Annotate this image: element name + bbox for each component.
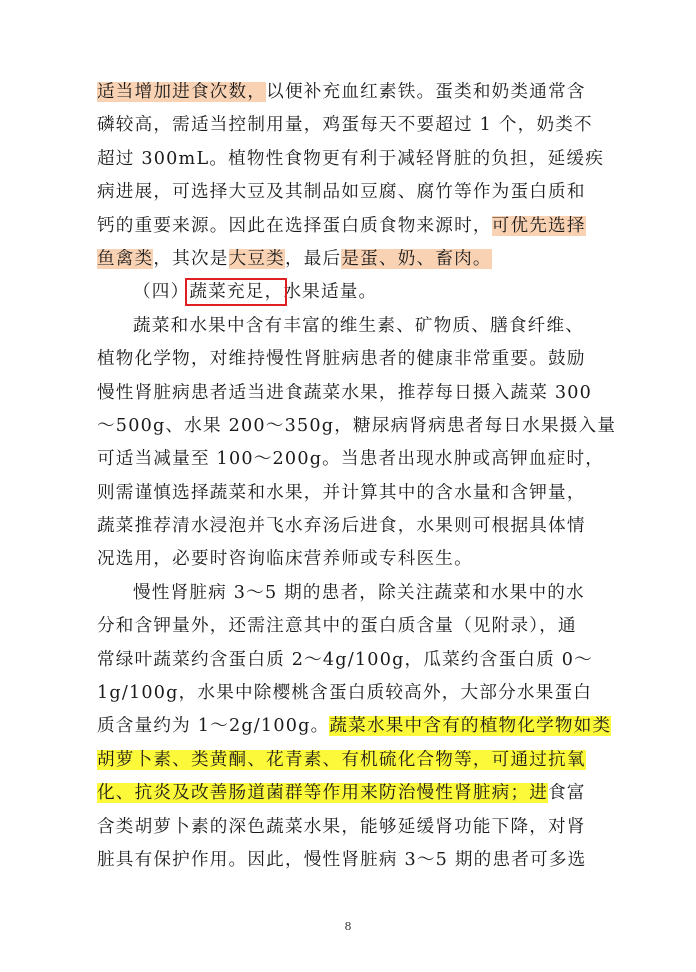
- text-run: 质含量约为 1～2g/100g。: [97, 716, 330, 737]
- highlight-orange: 是蛋、奶、畜肉。: [341, 248, 492, 269]
- text-line: [97, 610, 607, 643]
- text-run: 磷较高，需适当控制用量，鸡蛋每天不要超过 1 个，奶类不: [97, 115, 593, 136]
- highlight-yellow: 化、抗炎及改善肠道菌群等作用来防治慢性肾脏病；进: [97, 783, 549, 804]
- paragraph: [97, 310, 617, 577]
- text-line: [97, 176, 607, 209]
- page-number: 8: [344, 920, 352, 933]
- text-run: 脏具有保护作用。因此，慢性肾脏病 3～5 期的患者可多选: [97, 849, 587, 870]
- text-run: ，最后: [284, 248, 342, 269]
- text-line: [97, 777, 607, 810]
- text-line: [97, 644, 607, 677]
- text-line: [97, 744, 607, 777]
- highlight-yellow: 蔬菜水果中含有的植物化学物如类: [329, 716, 612, 737]
- text-line: [97, 210, 607, 243]
- section-heading: [97, 276, 607, 309]
- text-run: 常绿叶蔬菜约含蛋白质 2～4g/100g，瓜菜约含蛋白质 0～: [97, 649, 593, 670]
- text-run: 钙的重要来源。因此在选择蛋白质食物来源时，: [97, 215, 492, 236]
- text-run: 分和含钾量外，还需注意其中的蛋白质含量（见附录），通: [97, 616, 577, 637]
- paragraph: [97, 76, 607, 276]
- text-run: 1g/100g，水果中除樱桃含蛋白质较高外，大部分水果蛋白: [97, 683, 593, 704]
- text-line: [97, 677, 607, 710]
- text-run: 植物化学物，对维持慢性肾脏病患者的健康非常重要。鼓励: [97, 349, 586, 370]
- text-run: （四）: [133, 282, 190, 303]
- text-run: 蔬菜推荐清水浸泡并飞水弃汤后进食，水果则可根据具体情: [97, 516, 586, 537]
- highlight-orange: 适当增加进食次数，: [97, 82, 267, 102]
- text-run: 慢性肾脏病患者适当进食蔬菜水果，推荐每日摄入蔬菜 300: [97, 382, 593, 403]
- text-run: 超过 300mL。植物性食物更有利于减轻肾脏的负担，延缓疾: [97, 148, 604, 169]
- text-line: [97, 811, 607, 844]
- text-line: [97, 276, 607, 309]
- text-line: [97, 477, 607, 510]
- text-line: [97, 510, 607, 543]
- highlight-orange: 可优先选择: [491, 215, 586, 236]
- text-run: ，其次是: [153, 248, 229, 269]
- text-line: [97, 310, 607, 343]
- text-line: [97, 543, 607, 576]
- text-line: [97, 410, 617, 443]
- text-line: [97, 76, 607, 109]
- text-run: ～500g、水果 200～350g，糖尿病肾病患者每日水果摄入量: [97, 415, 617, 436]
- text-line: [97, 109, 607, 142]
- text-run: 食富: [548, 783, 586, 804]
- highlight-orange: 鱼禽类: [97, 248, 154, 269]
- paragraph: [97, 577, 612, 878]
- text-line: [97, 377, 607, 410]
- text-run: 况选用，必要时咨询临床营养师或专科医生。: [97, 549, 473, 570]
- highlight-yellow: 胡萝卜素、类黄酮、花青素、有机硫化合物等，可通过抗氧: [97, 749, 586, 770]
- text-line: [97, 577, 607, 610]
- text-run: 水果适量。: [283, 282, 378, 303]
- text-line: [97, 443, 607, 476]
- text-line: [97, 143, 607, 176]
- text-line: [97, 243, 607, 276]
- body-text: [97, 76, 617, 877]
- text-run: 蔬菜和水果中含有丰富的维生素、矿物质、膳食纤维、: [133, 315, 585, 336]
- highlight-orange: 大豆类: [228, 248, 285, 269]
- text-line: [97, 343, 607, 376]
- text-run: 慢性肾脏病 3～5 期的患者，除关注蔬菜和水果中的水: [133, 582, 585, 603]
- text-line: [97, 710, 612, 743]
- red-box-annotation: 蔬菜充足，: [189, 282, 284, 303]
- text-run: 病进展，可选择大豆及其制品如豆腐、腐竹等作为蛋白质和: [97, 182, 586, 203]
- text-run: 以便补充血红素铁。蛋类和奶类通常含: [266, 82, 586, 102]
- text-run: 可适当减量至 100～200g。当患者出现水肿或高钾血症时，: [97, 449, 605, 470]
- text-run: 含类胡萝卜素的深色蔬菜水果，能够延缓肾功能下降，对肾: [97, 816, 586, 837]
- text-line: [97, 844, 607, 877]
- text-run: 则需谨慎选择蔬菜和水果，并计算其中的含水量和含钾量，: [97, 482, 586, 503]
